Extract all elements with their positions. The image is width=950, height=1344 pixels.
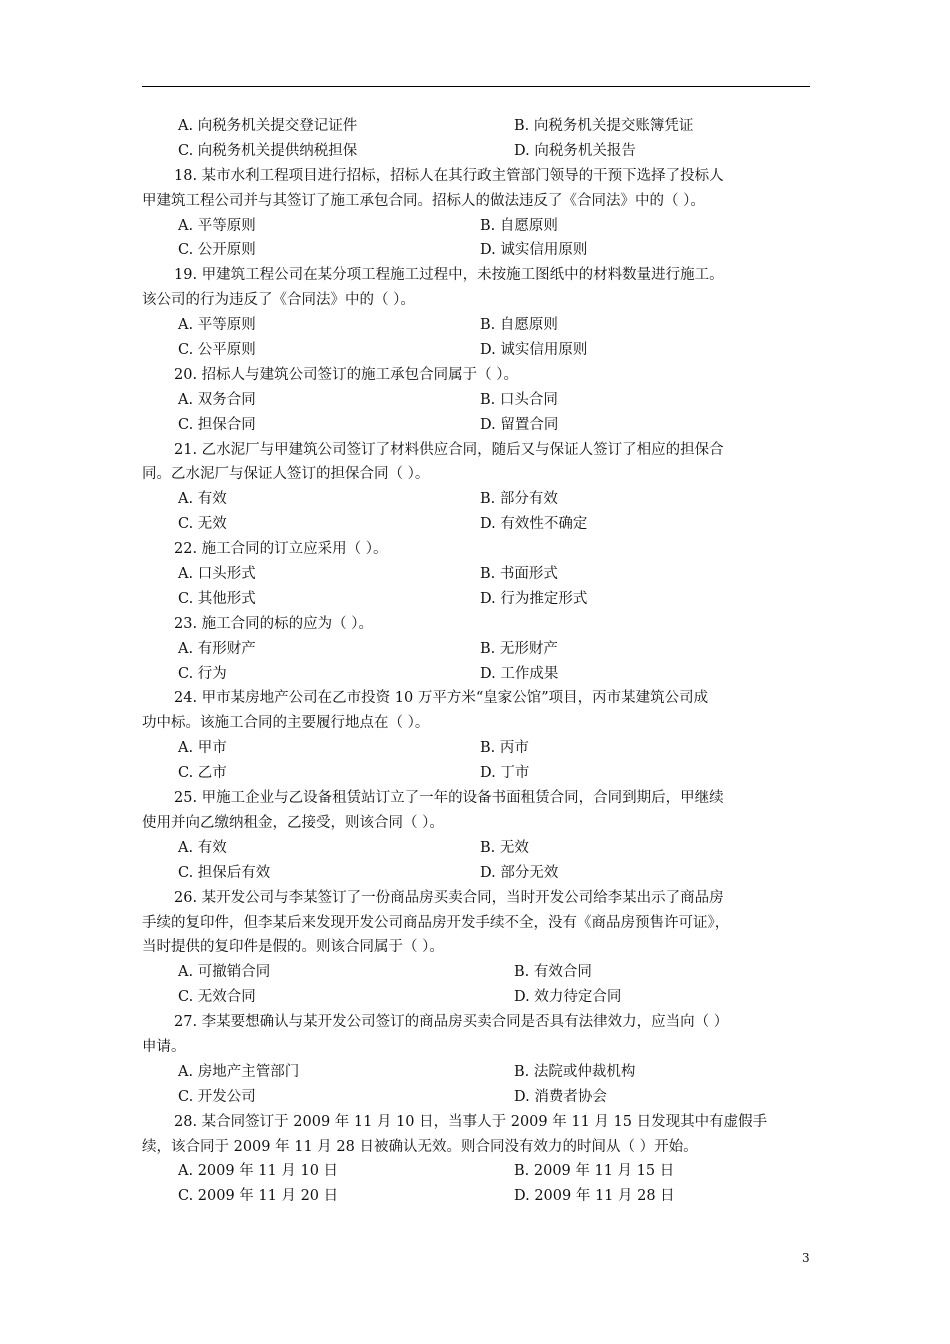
option-left: C. 公平原则 — [178, 342, 256, 359]
option-left: C. 公开原则 — [178, 242, 256, 259]
option-left: C. 向税务机关提供纳税担保 — [178, 142, 358, 159]
option-right: D. 2009 年 11 月 28 日 — [514, 1188, 675, 1205]
option-left: A. 有效 — [178, 839, 227, 856]
question-line: 26. 某开发公司与李某签订了一份商品房买卖合同，当时开发公司给李某出示了商品房 — [174, 889, 724, 906]
option-row — [142, 1184, 810, 1209]
option-left: A. 有效 — [178, 491, 227, 508]
option-right: B. 书面形式 — [480, 566, 558, 583]
option-left: A. 双务合同 — [178, 391, 256, 408]
question-line: 25. 甲施工企业与乙设备租赁站订立了一年的设备书面租赁合同，合同到期后，甲继续 — [174, 790, 724, 807]
option-row — [142, 388, 810, 413]
option-left: A. 可撤销合同 — [178, 964, 271, 981]
option-right: B. 口头合同 — [480, 391, 558, 408]
question-line: 22. 施工合同的订立应采用（ ）。 — [174, 541, 388, 558]
option-left: C. 担保后有效 — [178, 864, 271, 881]
option-row — [142, 512, 810, 537]
question-line: 20. 招标人与建筑公司签订的施工承包合同属于（ ）。 — [174, 366, 519, 383]
option-left: A. 有形财产 — [178, 640, 256, 657]
option-left: C. 2009 年 11 月 20 日 — [178, 1188, 339, 1205]
option-right: B. 自愿原则 — [480, 217, 558, 234]
option-left: A. 口头形式 — [178, 566, 256, 583]
question-stem — [142, 537, 810, 562]
option-right: D. 行为推定形式 — [480, 590, 588, 607]
option-right: B. 自愿原则 — [480, 317, 558, 334]
option-right: B. 无效 — [480, 839, 529, 856]
option-right: B. 丙市 — [480, 740, 529, 757]
option-row — [142, 587, 810, 612]
option-left: C. 担保合同 — [178, 416, 256, 433]
option-right: D. 消费者协会 — [514, 1088, 607, 1105]
option-left: A. 2009 年 11 月 10 日 — [178, 1163, 339, 1180]
question-stem — [142, 1110, 810, 1160]
question-line: 当时提供的复印件是假的。则该合同属于（ ）。 — [142, 939, 444, 956]
option-left: A. 平等原则 — [178, 317, 256, 334]
option-row — [142, 861, 810, 886]
option-left: A. 平等原则 — [178, 217, 256, 234]
option-right: B. 向税务机关提交账簿凭证 — [514, 118, 694, 134]
option-row — [142, 761, 810, 786]
option-row — [142, 313, 810, 338]
question-line: 19. 甲建筑工程公司在某分项工程施工过程中，未按施工图纸中的材料数量进行施工。 — [174, 267, 724, 284]
option-right: D. 留置合同 — [480, 416, 559, 433]
option-row — [142, 413, 810, 438]
question-line: 该公司的行为违反了《合同法》中的（ ）。 — [142, 292, 415, 309]
option-row — [142, 960, 810, 985]
option-right: B. 2009 年 11 月 15 日 — [514, 1163, 675, 1180]
option-right: D. 向税务机关报告 — [514, 142, 636, 159]
question-line: 24. 甲市某房地产公司在乙市投资 10 万平方米“皇家公馆”项目，丙市某建筑公司成 — [174, 690, 709, 707]
question-line: 同。乙水泥厂与保证人签订的担保合同（ ）。 — [142, 466, 430, 483]
question-line: 功中标。该施工合同的主要履行地点在（ ）。 — [142, 715, 430, 732]
option-left: C. 其他形式 — [178, 590, 256, 607]
question-stem — [142, 1010, 810, 1060]
option-right: D. 部分无效 — [480, 864, 559, 881]
option-right: B. 无形财产 — [480, 640, 558, 657]
option-row — [142, 985, 810, 1010]
question-stem — [142, 612, 810, 637]
option-left: C. 无效 — [178, 516, 227, 533]
option-row — [142, 736, 810, 761]
option-row — [142, 836, 810, 861]
question-line: 27. 李某要想确认与某开发公司签订的商品房买卖合同是否具有法律效力，应当向（ ） — [174, 1014, 729, 1031]
question-stem — [142, 886, 810, 961]
question-line: 申请。 — [142, 1038, 186, 1055]
option-right: B. 部分有效 — [480, 491, 558, 508]
question-line: 续，该合同于 2009 年 11 月 28 日被确认无效。则合同没有效力的时间从（ ）开始。 — [142, 1138, 698, 1155]
option-right: B. 法院或仲裁机构 — [514, 1063, 636, 1080]
question-line: 18. 某市水利工程项目进行招标，招标人在其行政主管部门领导的干预下选择了投标人 — [174, 167, 724, 184]
option-row — [142, 637, 810, 662]
option-left: C. 行为 — [178, 665, 227, 682]
question-line: 使用并向乙缴纳租金，乙接受，则该合同（ ）。 — [142, 814, 444, 831]
option-row — [142, 214, 810, 239]
question-stem — [142, 438, 810, 488]
option-left: C. 无效合同 — [178, 989, 256, 1006]
question-content — [142, 114, 810, 1209]
option-row — [142, 662, 810, 687]
option-row — [142, 487, 810, 512]
option-left: A. 甲市 — [178, 740, 227, 757]
option-right: D. 有效性不确定 — [480, 516, 588, 533]
option-row — [142, 1060, 810, 1085]
option-left: A. 向税务机关提交登记证件 — [178, 118, 358, 134]
option-row — [142, 1085, 810, 1110]
question-line: 23. 施工合同的标的应为（ ）。 — [174, 615, 374, 632]
option-row — [142, 338, 810, 363]
option-right: D. 丁市 — [480, 765, 530, 782]
option-row — [142, 238, 810, 263]
question-stem — [142, 686, 810, 736]
option-right: D. 诚实信用原则 — [480, 342, 588, 359]
question-stem — [142, 363, 810, 388]
question-stem — [142, 263, 810, 313]
question-stem — [142, 164, 810, 214]
option-row — [142, 562, 810, 587]
question-stem — [142, 786, 810, 836]
page-number: 3 — [802, 1251, 810, 1265]
header-rule — [142, 86, 810, 87]
question-line: 甲建筑工程公司并与其签订了施工承包合同。招标人的做法违反了《合同法》中的（ ）。 — [142, 192, 705, 209]
option-row — [142, 114, 810, 139]
option-left: C. 乙市 — [178, 765, 227, 782]
question-line: 21. 乙水泥厂与甲建筑公司签订了材料供应合同，随后又与保证人签订了相应的担保合 — [174, 441, 724, 458]
question-line: 手续的复印件，但李某后来发现开发公司商品房开发手续不全，没有《商品房预售许可证》， — [142, 914, 730, 931]
option-row — [142, 1159, 810, 1184]
option-right: B. 有效合同 — [514, 964, 592, 981]
option-right: D. 工作成果 — [480, 665, 559, 682]
option-left: C. 开发公司 — [178, 1088, 256, 1105]
question-line: 28. 某合同签订于 2009 年 11 月 10 日，当事人于 2009 年 11 月 15 日发现其中有虚假手 — [174, 1113, 768, 1130]
option-row — [142, 139, 810, 164]
option-right: D. 诚实信用原则 — [480, 242, 588, 259]
option-left: A. 房地产主管部门 — [178, 1063, 300, 1080]
option-right: D. 效力待定合同 — [514, 989, 622, 1006]
